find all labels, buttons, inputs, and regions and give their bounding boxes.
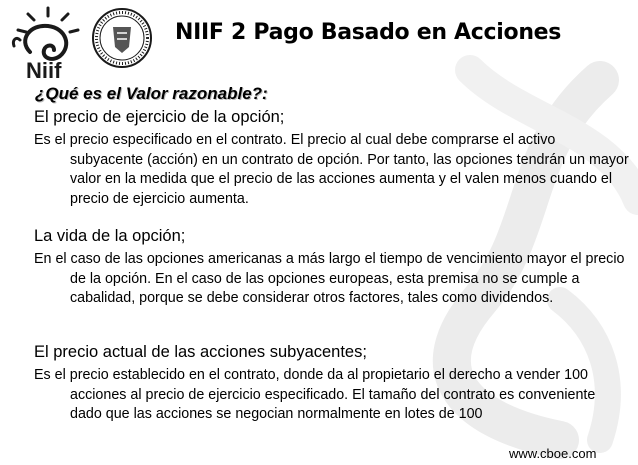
niif-logo-icon (8, 6, 88, 82)
source-link[interactable]: www.cboe.com (509, 446, 597, 461)
page-title: NIIF 2 Pago Basado en Acciones (175, 20, 562, 45)
section-subtitle: ¿Qué es el Valor razonable?: (35, 84, 268, 103)
section-paragraph: En el caso de las opciones americanas a más largo el tiempo de vencimiento mayor el precio de la opción. En el caso de las opciones europeas, esta premisa no se cumple a cabalidad, porque se debe considerar otros factores, tales como dividendos. (34, 251, 625, 306)
section-heading: La vida de la opción; (34, 227, 186, 245)
logo-text: Niif (26, 58, 62, 82)
section-heading: El precio actual de las acciones subyacentes; (34, 343, 367, 361)
section-option-life (34, 226, 629, 309)
section-heading: El precio de ejercicio de la opción; (34, 108, 285, 126)
section-paragraph: Es el precio establecido en el contrato, donde da al propietario el derecho a vender 100 acciones al precio de ejercicio especificado. El tamaño del contrato es conveniente dado que las acciones se negocian normalmente en lotes de 100 (34, 367, 596, 422)
section-paragraph: Es el precio especificado en el contrato. El precio al cual debe comprarse el activo subyacente (acción) en un contrato de opción. Por tanto, las opciones tendrán un mayor valor en la medida que el precio de las acciones aumenta y el valen menos cuando el precio de ejercicio aumenta. (34, 132, 629, 207)
section-exercise-price (34, 107, 629, 209)
section-current-price (34, 342, 629, 425)
institution-seal-icon (91, 7, 153, 69)
